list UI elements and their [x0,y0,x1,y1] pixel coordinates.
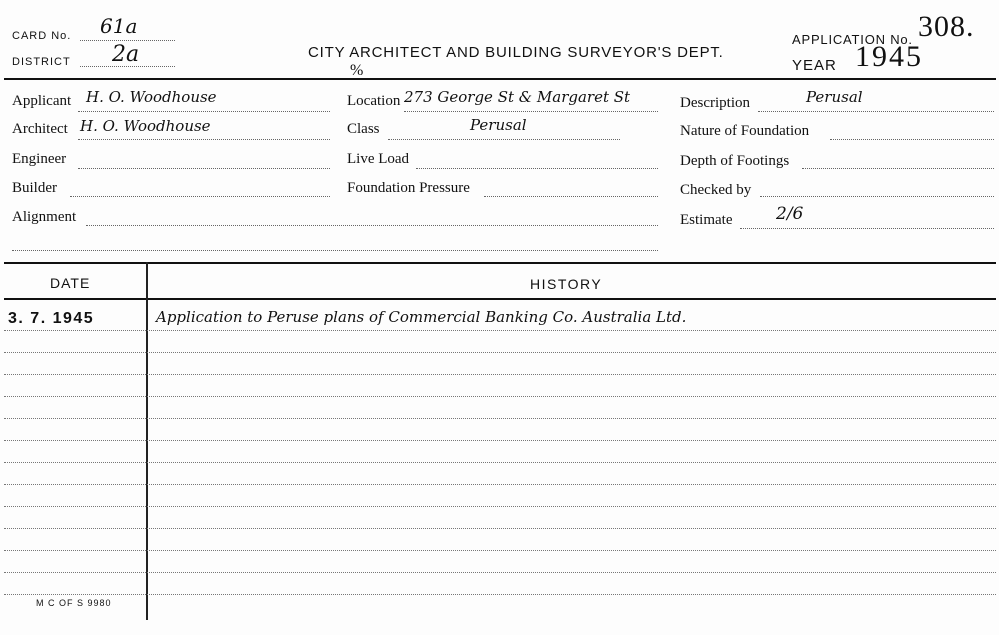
applicant-label: Applicant [12,93,72,109]
application-no-value: 308. [918,10,975,43]
nature-of-foundation-label: Nature of Foundation [680,123,810,139]
architect-value: H. O. Woodhouse [80,117,211,135]
year-label: YEAR [792,57,837,74]
history-column-header: HISTORY [530,276,603,292]
alignment-label: Alignment [12,209,77,225]
architect-label: Architect [12,121,68,137]
margin-mark: % [350,62,364,79]
foundation-pressure-label: Foundation Pressure [347,180,470,196]
district-label: DISTRICT [12,56,71,68]
description-value: Perusal [806,88,863,106]
applicant-value: H. O. Woodhouse [86,88,217,106]
location-label: Location [347,93,401,109]
engineer-label: Engineer [12,151,67,167]
depth-of-footings-label: Depth of Footings [680,153,790,169]
date-column-header: DATE [50,275,91,291]
estimate-value: 2/6 [776,204,804,224]
year-value: 1945 [855,40,923,73]
card-no-label: CARD No. [12,30,72,42]
location-value: 273 George St & Margaret St [404,88,631,106]
district-value: 2a [112,42,140,67]
department-title: CITY ARCHITECT AND BUILDING SURVEYOR'S DEPT. [308,44,724,61]
class-label: Class [347,121,380,137]
print-code: M C OF S 9980 [36,598,112,608]
estimate-label: Estimate [680,212,733,228]
history-entry-text: Application to Peruse plans of Commercial Banking Co. Australia Ltd. [156,308,687,326]
class-value: Perusal [470,116,527,134]
history-entry-date: 3. 7. 1945 [8,310,95,327]
checked-by-label: Checked by [680,182,752,198]
description-label: Description [680,95,750,111]
card-no-value: 61a [100,14,138,38]
builder-label: Builder [12,180,57,196]
live-load-label: Live Load [347,151,410,167]
application-no-label: APPLICATION No. [792,32,913,47]
